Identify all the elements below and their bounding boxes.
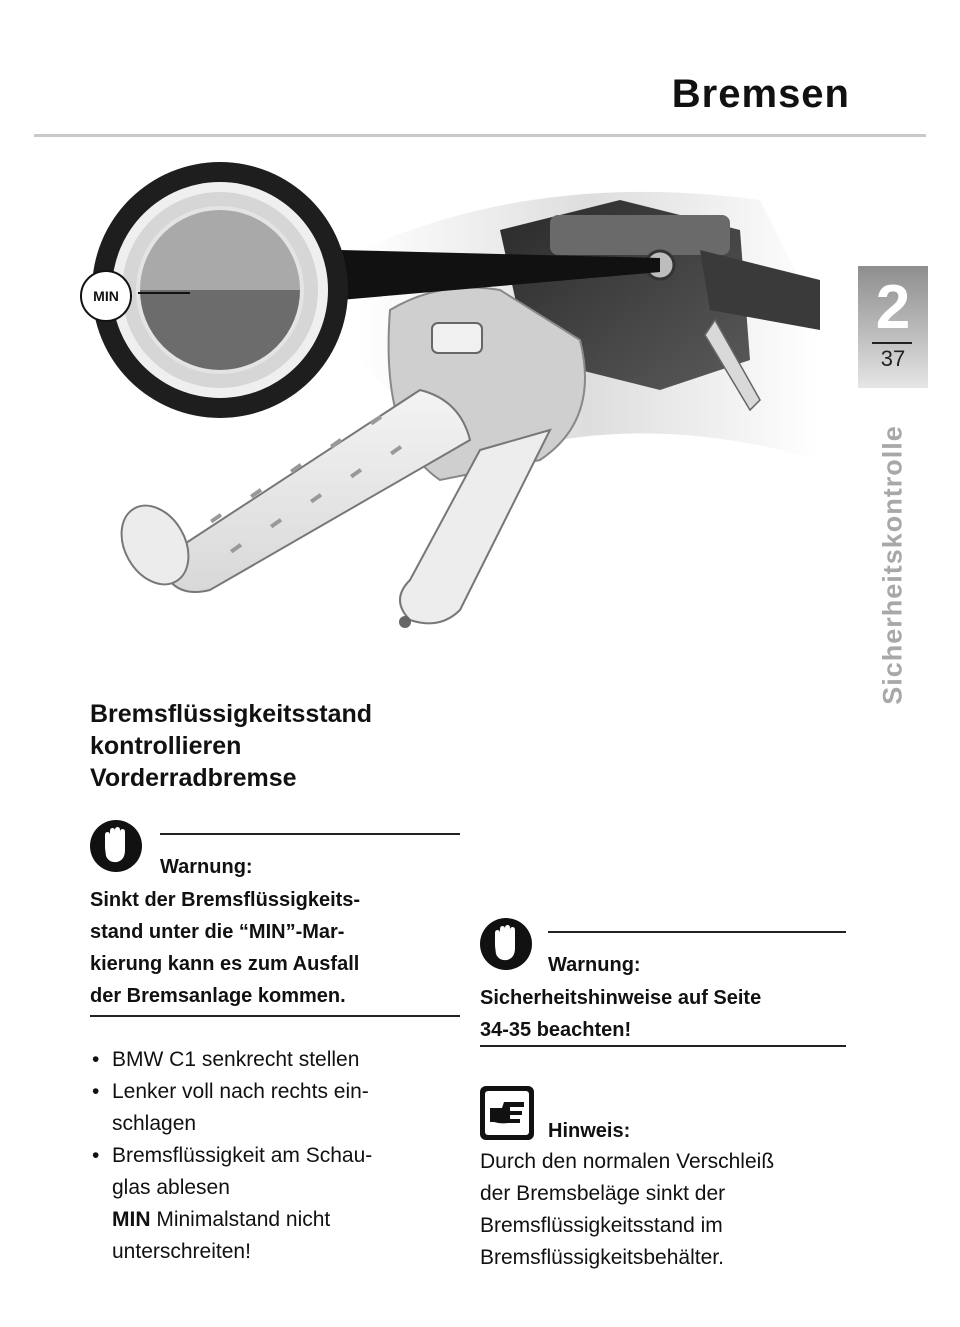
pointing-hand-note-icon: [478, 1084, 536, 1142]
section-title: [90, 698, 460, 794]
section-title-line: kontrollieren: [90, 732, 242, 760]
step-line: unterschreiten!: [112, 1240, 251, 1263]
step-term-line: [112, 1204, 460, 1236]
warning-rule-top: [548, 931, 846, 933]
chapter-number: 2: [875, 273, 911, 342]
note-text-line: der Bremsbeläge sinkt der: [480, 1182, 726, 1205]
warning-rule-bottom: [90, 1015, 460, 1017]
min-callout-label: MIN: [93, 288, 119, 304]
note-text-line: Durch den normalen Verschleiß: [480, 1150, 775, 1173]
section-title-line: Bremsflüssigkeitsstand: [90, 700, 373, 728]
bullet-dot: •: [92, 1048, 100, 1071]
note-text-line: Bremsflüssigkeitsbehälter.: [480, 1246, 724, 1269]
step-term-text: Minimalstand nicht: [156, 1208, 331, 1231]
warning-label: Warnung:: [160, 856, 253, 878]
warning-text: [90, 884, 470, 1012]
warning-text-line: stand unter die “MIN”-Mar-: [90, 921, 345, 943]
note-label: Hinweis:: [548, 1120, 631, 1142]
warning-text: [480, 982, 856, 1046]
warning-rule-bottom: [480, 1045, 846, 1047]
header-divider: [34, 134, 926, 137]
list-item: [90, 1076, 460, 1140]
note-text-line: Bremsflüssigkeitsstand im: [480, 1214, 723, 1237]
warning-text-line: der Bremsanlage kommen.: [90, 985, 346, 1007]
step-list: [90, 1044, 460, 1268]
section-title-line: Vorderradbremse: [90, 764, 297, 792]
list-item: [90, 1044, 460, 1076]
warning-text-line: Sicherheitshinweise auf Seite: [480, 987, 762, 1009]
warning-text-line: 34-35 beachten!: [480, 1019, 632, 1041]
warning-label: Warnung:: [548, 954, 641, 976]
page-title: Bremsen: [671, 72, 850, 116]
min-callout: [80, 270, 132, 322]
step-line: BMW C1 senkrecht stellen: [112, 1048, 360, 1071]
warning-text-line: Sinkt der Bremsflüssigkeits-: [90, 889, 361, 911]
warning-rule-top: [160, 833, 460, 835]
brake-lever-illustration: [60, 160, 820, 680]
hand-stop-icon: [88, 818, 144, 874]
chapter-tab-divider: [872, 342, 912, 344]
warning-text-line: kierung kann es zum Ausfall: [90, 953, 360, 975]
step-line: glas ablesen: [112, 1176, 230, 1199]
step-line: Lenker voll nach rechts ein-: [112, 1080, 369, 1103]
bullet-dot: •: [92, 1080, 100, 1103]
hand-stop-icon: [478, 916, 534, 972]
note-text: [480, 1146, 856, 1274]
bullet-dot: •: [92, 1144, 100, 1167]
page-number: 37: [880, 346, 906, 371]
step-term: MIN: [112, 1208, 151, 1231]
step-line: Bremsflüssigkeit am Schau-: [112, 1144, 373, 1167]
list-item: [90, 1140, 460, 1268]
step-line: schlagen: [112, 1112, 197, 1135]
section-side-label-text: Sicherheitskontrolle: [877, 425, 908, 705]
